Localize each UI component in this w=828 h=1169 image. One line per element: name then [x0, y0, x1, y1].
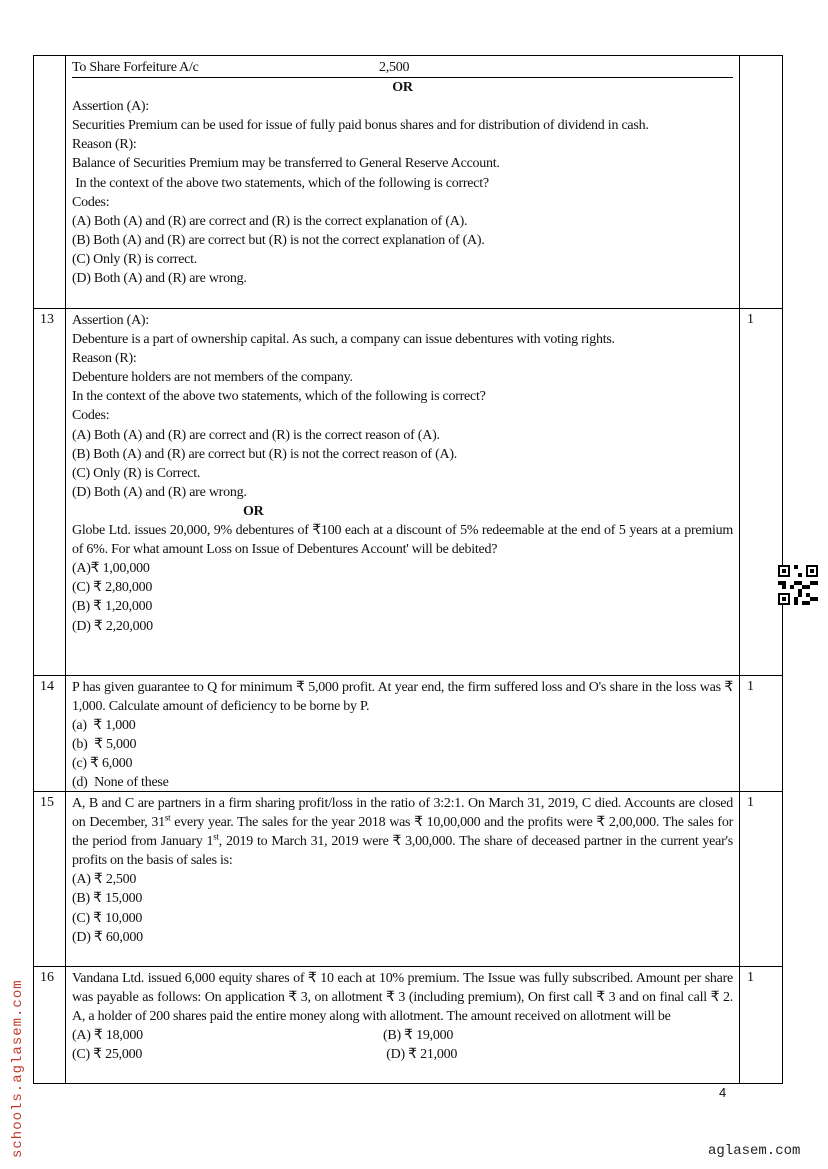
reason-text: Debenture holders are not members of the company.	[72, 370, 353, 386]
question-text-part: , 2019 to March 31, 2019 were ₹ 3,00,000. The share of deceased partner in the current year's profits on the basis of sales is:	[72, 834, 733, 869]
question-text-part: every year. The sales for the year 2018 was ₹ 10,00,000 and the profits were ₹ 2,00,000. The sales for the period from January 1	[72, 815, 733, 850]
assertion-label: Assertion (A):	[72, 313, 149, 328]
assertion-text: Debenture is a part of ownership capital. As such, a company can issue debentures with voting rights.	[72, 332, 615, 348]
question-content	[66, 792, 740, 966]
option: (C) ₹ 2,80,000	[72, 580, 153, 596]
option: (a) ₹ 1,000	[72, 718, 136, 734]
codes-label: Codes:	[72, 408, 110, 424]
marks: 1	[747, 679, 754, 694]
question-content	[66, 309, 740, 675]
marks	[740, 56, 782, 308]
option: (D) Both (A) and (R) are wrong.	[72, 484, 247, 500]
option: (A)₹ 1,00,000	[72, 561, 150, 577]
question-number: 13	[34, 309, 66, 675]
table-row	[34, 675, 782, 791]
option: (A) ₹ 18,000	[72, 1028, 143, 1044]
option: (A) Both (A) and (R) are correct and (R) is the correct explanation of (A).	[72, 213, 468, 229]
option: (B) Both (A) and (R) are correct but (R) is not the correct reason of (A).	[72, 446, 458, 462]
table-row	[34, 56, 782, 308]
option: (B) ₹ 1,20,000	[72, 599, 153, 615]
option: (D) Both (A) and (R) are wrong.	[72, 271, 247, 287]
superscript: st	[213, 831, 219, 842]
options-row	[72, 1026, 733, 1045]
marks: 1	[747, 795, 754, 810]
option: (B) ₹ 15,000	[72, 891, 143, 907]
journal-entry-line	[72, 58, 733, 78]
question-content	[66, 56, 740, 308]
question-content	[66, 676, 740, 791]
question-text	[72, 794, 733, 870]
option: (D) ₹ 21,000	[383, 1047, 458, 1063]
question-text: P has given guarantee to Q for minimum ₹ 5,000 profit. At year end, the firm suffered loss and O's share in the loss was ₹ 1,000. Calculate amount of deficiency to be borne by P.	[72, 680, 733, 715]
qr-code-icon	[778, 565, 818, 605]
question-number: 15	[34, 792, 66, 966]
journal-amount: 2,500	[379, 60, 410, 75]
marks: 1	[747, 970, 754, 985]
reason-label: Reason (R):	[72, 137, 137, 153]
page-number: 4	[719, 1085, 727, 1100]
options-row	[72, 1045, 733, 1064]
option: (A) ₹ 2,500	[72, 872, 137, 888]
side-watermark: schools.aglasem.com	[10, 979, 26, 1158]
question-prompt: In the context of the above two statements, which of the following is correct?	[72, 175, 489, 191]
option: (B) Both (A) and (R) are correct but (R) is not the correct explanation of (A).	[72, 232, 485, 248]
option: (D) ₹ 2,20,000	[72, 618, 153, 634]
reason-text: Balance of Securities Premium may be transferred to General Reserve Account.	[72, 156, 500, 172]
question-number: 14	[34, 676, 66, 791]
question-text: Vandana Ltd. issued 6,000 equity shares of ₹ 10 each at 10% premium. The Issue was fully subscribed. Amount per share was payable as follows: On application ₹ 3, on allotment ₹ 3 (including premium), On first call ₹ 3 and on final call ₹ 2. A, a holder of 200 shares paid the entire money along with allotment. The amount received on allotment will be	[72, 971, 733, 1025]
option: (C) ₹ 25,000	[72, 1047, 143, 1063]
option: (c) ₹ 6,000	[72, 756, 133, 772]
or-separator: OR	[243, 503, 264, 519]
reason-label: Reason (R):	[72, 351, 137, 367]
codes-label: Codes:	[72, 194, 110, 210]
question-table	[33, 55, 783, 1084]
question-text: Globe Ltd. issues 20,000, 9% debentures of ₹100 each at a discount of 5% redeemable at the end of 5 years at a premium of 6%. For what amount Loss on Issue of Debentures Account' will be debited?	[72, 523, 733, 558]
option: (C) ₹ 10,000	[72, 910, 143, 926]
option: (C) Only (R) is Correct.	[72, 465, 201, 481]
table-row	[34, 791, 782, 966]
superscript: st	[164, 812, 171, 823]
question-number	[34, 56, 66, 308]
journal-label: To Share Forfeiture A/c	[72, 60, 199, 75]
question-number: 16	[34, 967, 66, 1083]
table-row	[34, 966, 782, 1083]
assertion-text: Securities Premium can be used for issue of fully paid bonus shares and for distribution of dividend in cash.	[72, 118, 649, 134]
option: (d) None of these	[72, 775, 169, 791]
option: (b) ₹ 5,000	[72, 737, 137, 753]
option: (A) Both (A) and (R) are correct and (R) is the correct reason of (A).	[72, 427, 440, 443]
table-row	[34, 308, 782, 675]
question-text-part: A, B and C are partners in a firm sharing profit/loss in the ratio of 3:2:1. On March 31, 2019, C died. Accounts are closed on December, 31	[72, 796, 733, 831]
question-prompt: In the context of the above two statements, which of the following is correct?	[72, 389, 486, 405]
option: (B) ₹ 19,000	[383, 1028, 454, 1044]
option: (C) Only (R) is correct.	[72, 251, 198, 267]
marks: 1	[747, 312, 754, 327]
option: (D) ₹ 60,000	[72, 929, 143, 945]
bottom-watermark: aglasem.com	[708, 1143, 801, 1159]
question-content	[66, 967, 740, 1083]
assertion-label: Assertion (A):	[72, 99, 149, 115]
or-separator: OR	[392, 80, 413, 96]
